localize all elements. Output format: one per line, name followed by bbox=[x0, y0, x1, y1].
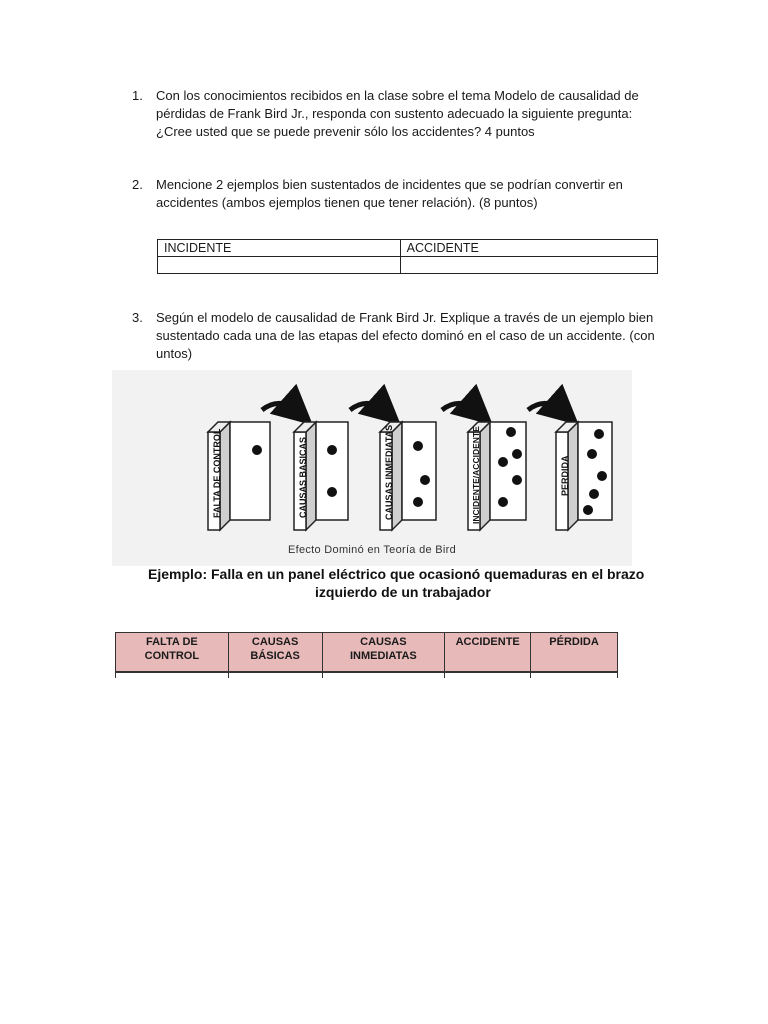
incident-accident-table bbox=[157, 239, 658, 274]
domino-causas-basicas bbox=[294, 422, 348, 530]
question-text: Según el modelo de causalidad de Frank Bird Jr. Explique a través de un ejemplo bien sustentado cada una de las etapas del efecto dominó en el caso de un accidente. (con untos) bbox=[156, 310, 655, 361]
header-causas-inmediatas: CAUSAS INMEDIATAS bbox=[322, 633, 445, 673]
question-text: Mencione 2 ejemplos bien sustentados de incidentes que se podrían convertir en accidentes (ambos ejemplos tienen que tener relación). (8 puntos) bbox=[156, 177, 623, 210]
header-accidente: ACCIDENTE bbox=[445, 633, 531, 673]
table-header-row bbox=[116, 633, 618, 673]
header-accidente: ACCIDENTE bbox=[400, 240, 657, 257]
arrow-icon bbox=[442, 403, 478, 412]
domino-causas-inmediatas bbox=[380, 422, 436, 530]
header-perdida: PÉRDIDA bbox=[531, 633, 618, 673]
answer-cell[interactable] bbox=[322, 672, 445, 678]
domino-stages-table bbox=[115, 632, 618, 678]
arrow-icon bbox=[262, 403, 298, 412]
question-text: Con los conocimientos recibidos en la clase sobre el tema Modelo de causalidad de pérdidas de Frank Bird Jr., responda con sustento adecuado la siguiente pregunta: ¿Cree usted que se puede prevenir sólo los accidentes? 4 puntos bbox=[156, 88, 639, 139]
domino-effect-figure bbox=[112, 370, 632, 566]
domino-incidente-accidente bbox=[468, 422, 526, 530]
question-number: 2. bbox=[132, 177, 143, 192]
figure-caption: Efecto Dominó en Teoría de Bird bbox=[287, 544, 457, 556]
example-statement bbox=[148, 565, 668, 601]
question-number: 3. bbox=[132, 310, 143, 325]
table-header-row bbox=[158, 240, 658, 257]
table-row bbox=[116, 672, 618, 678]
domino-illustration bbox=[112, 370, 632, 566]
example-line-2: izquierdo de un trabajador bbox=[315, 584, 491, 600]
domino-label: CAUSAS INMEDIATAS bbox=[384, 424, 394, 520]
answer-cell[interactable] bbox=[228, 672, 322, 678]
arrow-icon bbox=[528, 403, 564, 412]
header-incidente: INCIDENTE bbox=[158, 240, 401, 257]
answer-cell[interactable] bbox=[116, 672, 229, 678]
example-line-1: Ejemplo: Falla en un panel eléctrico que ocasionó quemaduras en el brazo bbox=[148, 566, 645, 582]
domino-label: PERDIDA bbox=[560, 455, 570, 496]
domino-label: FALTA DE CONTROL bbox=[212, 428, 222, 518]
domino-label: CAUSAS BASICAS bbox=[298, 436, 308, 518]
answer-cell[interactable] bbox=[445, 672, 531, 678]
answer-cell-accidente[interactable] bbox=[400, 257, 657, 274]
table-row bbox=[158, 257, 658, 274]
domino-perdida bbox=[556, 422, 612, 530]
header-falta-de-control: FALTA DE CONTROL bbox=[116, 633, 229, 673]
question-number: 1. bbox=[132, 88, 143, 103]
arrow-icon bbox=[350, 403, 386, 412]
header-causas-basicas: CAUSAS BÁSICAS bbox=[228, 633, 322, 673]
answer-cell[interactable] bbox=[531, 672, 618, 678]
domino-label: INCIDENTE/ACCIDENTE bbox=[471, 426, 481, 524]
domino-falta-de-control bbox=[208, 422, 270, 530]
answer-cell-incidente[interactable] bbox=[158, 257, 401, 274]
